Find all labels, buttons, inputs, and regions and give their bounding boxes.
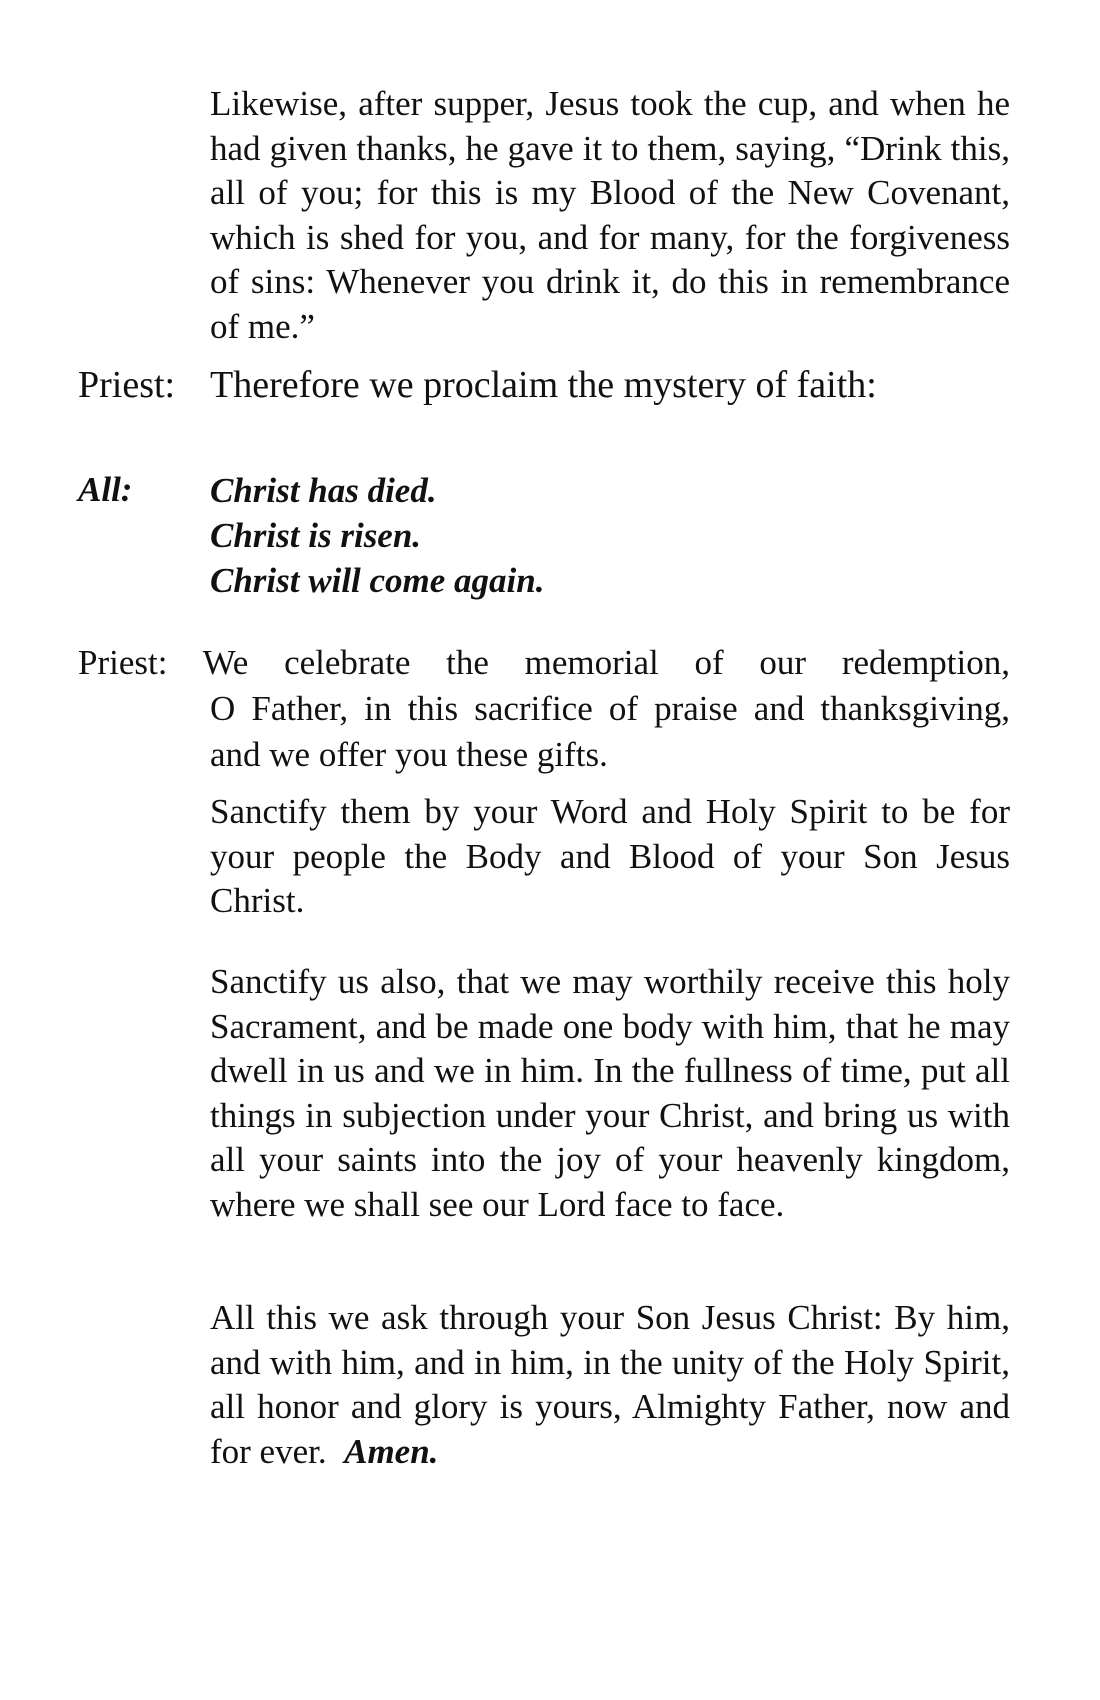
acclamation-lines <box>210 468 1010 603</box>
paragraph-cup: Likewise, after supper, Jesus took the cup, and when he had given thanks, he gave it to them, saying, “Drink this, all of you; for this is my Blood of the New Covenant, which is shed for you, and for many, for the forgiveness of sins: Whenever you drink it, do this in remembrance of me.” <box>210 84 1010 346</box>
doxology-text: All this we ask through your Son Jesus Christ: By him, and with him, and in him, in the unity of the Holy Spirit, all honor and glory is yours, Almighty Father, now and for ever. <box>210 1298 1010 1471</box>
paragraph-sanctify-gifts: Sanctify them by your Word and Holy Spirit to be for your people the Body and Blood of your Son Jesus Christ. <box>210 792 1010 920</box>
speaker-priest: Priest: <box>78 643 168 682</box>
acclamation-line: Christ has died. <box>210 471 437 510</box>
doxology <box>210 1296 1010 1474</box>
paragraph-sanctify-us: Sanctify us also, that we may worthily receive this holy Sacrament, and be made one body with him, that he may dwell in us and we in him. In the fullness of time, put all things in subjection under your Christ, and bring us with all your saints into the joy of your heavenly kingdom, where we shall see our Lord face to face. <box>210 962 1010 1224</box>
speaker-all: All: <box>78 470 133 509</box>
proclamation-text: Therefore we proclaim the mystery of faith: <box>210 364 877 406</box>
acclamation-line: Christ will come again. <box>210 561 545 600</box>
acclamation-line: Christ is risen. <box>210 516 422 555</box>
memorial-first-line: We celebrate the memorial of our redemption, <box>202 643 1010 682</box>
memorial-rest: O Father, in this sacrifice of praise and thanksgiving, and we offer you these gifts. <box>210 689 1010 774</box>
amen-response: Amen. <box>344 1431 439 1471</box>
speaker-priest: Priest: <box>78 364 176 406</box>
memorial-row <box>78 640 1010 778</box>
